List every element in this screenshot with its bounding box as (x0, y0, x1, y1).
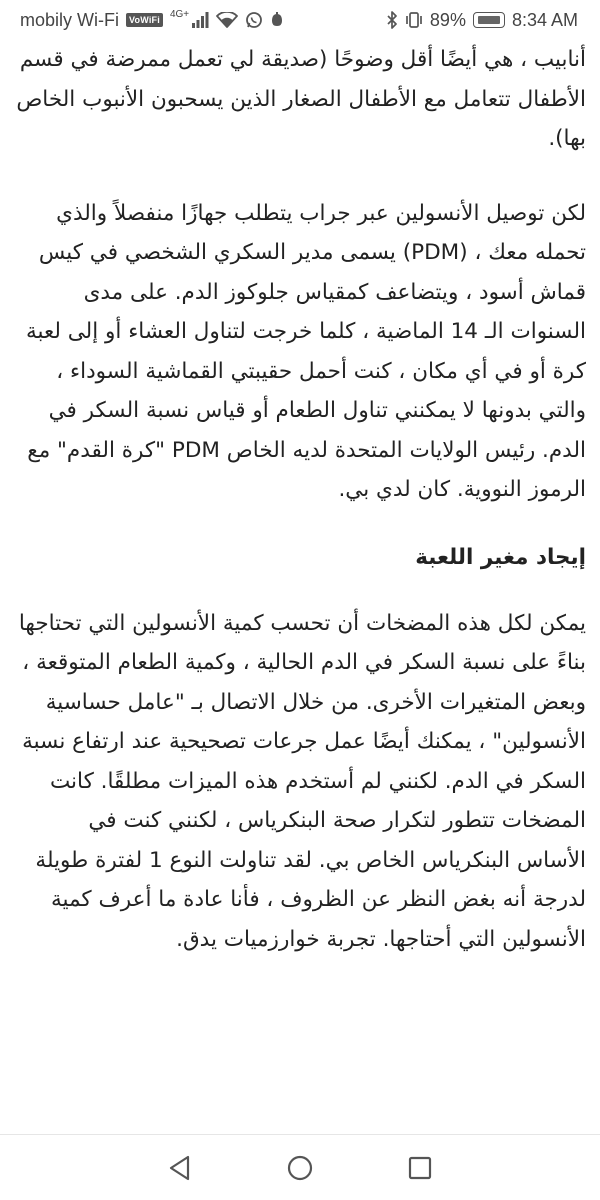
carrier-label: mobily Wi-Fi (20, 9, 119, 30)
clock: 8:34 AM (511, 9, 578, 30)
vibrate-icon (405, 11, 423, 29)
article-paragraph: يمكن لكل هذه المضخات أن تحسب كمية الأنسولين التي تحتاجها بناءً على نسبة السكر في الدم الحالية ، وكمية الطعام المتوقعة ، وبعض المتغيرات الأخرى. من خلال الاتصال بـ "عامل حساسية الأنسولين" ، يمكنك أيضًا عمل جرعات تصحيحية عند ارتفاع نسبة السكر في الدم. لكنني لم أستخدم هذه الميزات مطلقًا. كانت المضخات تتطور لتكرار صحة البنكرياس ، لكنني كنت في الأساس البنكرياس الخاص بي. لقد تناولت النوع 1 لفترة طويلة لدرجة أنه بغض النظر عن الظروف ، فأنا عادة ما أعرف كمية الأنسولين التي أحتاجها. تجربة خوارزميات يدق. (18, 610, 586, 952)
article-paragraph: أنابيب ، هي أيضًا أقل وضوحًا (صديقة لي تعمل ممرضة في قسم الأطفال تتعامل مع الأطفال الصغار الذين يسحبون الأنبوب الخاص بها). (16, 47, 586, 151)
status-bar (0, 0, 600, 40)
network-type-label: 4G+ (169, 8, 190, 20)
article-paragraph: لكن توصيل الأنسولين عبر جراب يتطلب جهازًا منفصلاً والذي تحمله معك ، (PDM) يسمى مدير السكري الشخصي في كيس قماش أسود ، ويتضاعف كمقياس جلوكوز الدم. على مدى السنوات الـ 14 الماضية ، كلما خرجت لتناول العشاء أو إلى لعبة كرة أو في أي مكان ، كنت أحمل حقيبتي القماشية السوداء ، والتي بدونها لا يمكنني تناول الطعام أو قياس نسبة السكر في الدم. رئيس الولايات المتحدة لديه الخاص PDM "كرة القدم" مع الرموز النووية. كان لدي بي. (25, 200, 586, 502)
notification-dot-icon (270, 12, 284, 28)
home-circle-icon (286, 1154, 314, 1182)
section-heading: إيجاد مغير اللعبة (415, 544, 586, 570)
home-button[interactable] (280, 1148, 320, 1188)
signal-icon (191, 12, 209, 28)
whatsapp-icon (245, 11, 263, 29)
recents-button[interactable] (400, 1148, 440, 1188)
navigation-bar (0, 1134, 600, 1200)
battery-percent: 89% (429, 9, 466, 30)
back-triangle-icon (168, 1155, 192, 1181)
recents-square-icon (408, 1156, 432, 1180)
back-button[interactable] (160, 1148, 200, 1188)
bluetooth-icon (386, 11, 398, 29)
article-body (14, 40, 586, 959)
status-right-group (386, 10, 578, 31)
battery-icon (473, 12, 505, 28)
battery-fill (478, 16, 500, 24)
vowifi-badge: VoWiFi (126, 13, 163, 27)
wifi-icon (216, 12, 238, 28)
status-left-group (20, 10, 284, 31)
